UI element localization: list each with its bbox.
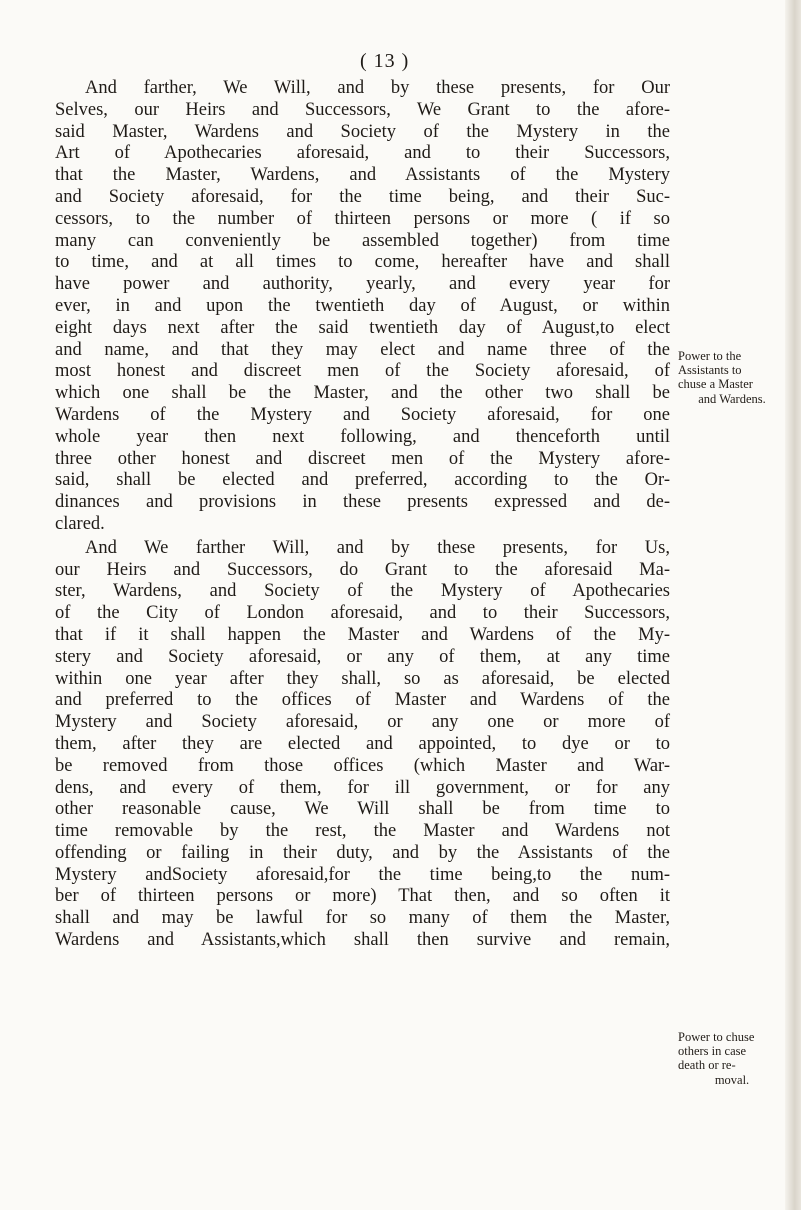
margin-note-power-to-chuse-others bbox=[678, 1030, 786, 1087]
text-line: Selves, our Heirs and Successors, We Grant to the afore- bbox=[55, 99, 670, 120]
margin-note-line: death or re- bbox=[678, 1058, 736, 1073]
text-line: ber of thirteen persons or more) That then, and so often it bbox=[55, 886, 670, 907]
margin-note-power-to-elect bbox=[678, 349, 786, 406]
text-line: that if it shall happen the Master and Wardens of the My- bbox=[55, 624, 670, 645]
text-line: Mystery and Society aforesaid, or any one or more of bbox=[55, 712, 670, 733]
margin-note-line: Power to chuse bbox=[678, 1030, 755, 1044]
text-line: eight days next after the said twentieth day of August,to elect bbox=[55, 317, 670, 338]
page-binding-edge bbox=[785, 0, 801, 1210]
text-line: ever, in and upon the twentieth day of August, or within bbox=[55, 295, 670, 316]
text-line: whole year then next following, and thenceforth until bbox=[55, 426, 670, 447]
text-line: dinances and provisions in these presents expressed and de- bbox=[55, 492, 670, 513]
margin-note-line: Assistants to bbox=[678, 363, 742, 378]
paragraph-2 bbox=[55, 538, 670, 952]
text-line: said, shall be elected and preferred, according to the Or- bbox=[55, 470, 670, 491]
text-line: Mystery andSociety aforesaid,for the time being,to the num- bbox=[55, 864, 670, 885]
page-number: ( 13 ) bbox=[360, 50, 410, 72]
text-line: within one year after they shall, so as aforesaid, be elected bbox=[55, 668, 670, 689]
margin-note-line: Power to the bbox=[678, 349, 742, 363]
text-line: three other honest and discreet men of the Mystery afore- bbox=[55, 448, 670, 469]
text-line: that the Master, Wardens, and Assistants of the Mystery bbox=[55, 165, 670, 186]
main-text bbox=[55, 78, 670, 952]
text-line: shall and may be lawful for so many of them the Master, bbox=[55, 908, 670, 929]
text-line: and preferred to the offices of Master and Wardens of the bbox=[55, 690, 670, 711]
text-line: ster, Wardens, and Society of the Mystery of Apothecaries bbox=[55, 581, 670, 602]
text-line: Wardens and Assistants,which shall then survive and remain, bbox=[55, 930, 670, 951]
text-line: our Heirs and Successors, do Grant to the aforesaid Ma- bbox=[55, 559, 670, 580]
text-line: and name, and that they may elect and name three of the bbox=[55, 339, 670, 360]
text-line: be removed from those offices (which Master and War- bbox=[55, 755, 670, 776]
text-line: to time, and at all times to come, hereafter have and shall bbox=[55, 252, 670, 273]
margin-note-line: chuse a Master bbox=[678, 377, 753, 392]
paragraph-1 bbox=[55, 78, 670, 536]
margin-note-line: moval. bbox=[714, 1072, 750, 1087]
text-line: many can conveniently be assembled together) from time bbox=[55, 230, 670, 251]
margin-note-line: and Wardens. bbox=[698, 391, 766, 406]
text-line: said Master, Wardens and Society of the Mystery in the bbox=[55, 121, 670, 142]
text-line: offending or failing in their duty, and by the Assistants of the bbox=[55, 842, 670, 863]
text-line: which one shall be the Master, and the other two shall be bbox=[55, 383, 670, 404]
text-line: other reasonable cause, We Will shall be from time to bbox=[55, 799, 670, 820]
text-line: time removable by the rest, the Master and Wardens not bbox=[55, 821, 670, 842]
text-line: and Society aforesaid, for the time being, and their Suc- bbox=[55, 186, 670, 207]
text-line: of the City of London aforesaid, and to their Successors, bbox=[55, 603, 670, 624]
text-line: And farther, We Will, and by these presents, for Our bbox=[85, 78, 670, 98]
text-line: dens, and every of them, for ill government, or for any bbox=[55, 777, 670, 798]
text-line: clared. bbox=[55, 513, 105, 534]
text-line: cessors, to the number of thirteen persons or more ( if so bbox=[55, 208, 670, 229]
text-line: stery and Society aforesaid, or any of them, at any time bbox=[55, 646, 670, 667]
text-line: Wardens of the Mystery and Society aforesaid, for one bbox=[55, 404, 670, 425]
margin-note-line: others in case bbox=[678, 1044, 747, 1059]
text-line: most honest and discreet men of the Society aforesaid, of bbox=[55, 361, 670, 382]
text-line: have power and authority, yearly, and every year for bbox=[55, 274, 670, 295]
text-line: Art of Apothecaries aforesaid, and to their Successors, bbox=[55, 143, 670, 164]
text-line: And We farther Will, and by these presents, for Us, bbox=[85, 537, 670, 558]
text-line: them, after they are elected and appointed, to dye or to bbox=[55, 733, 670, 754]
